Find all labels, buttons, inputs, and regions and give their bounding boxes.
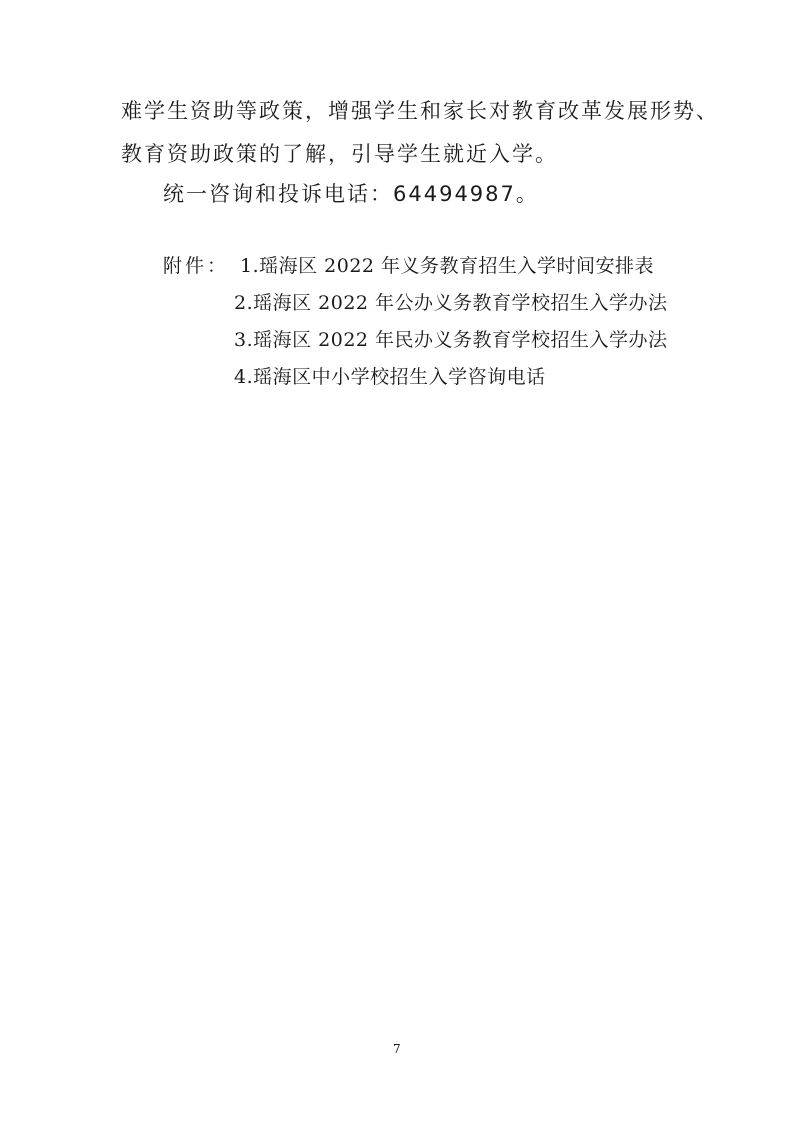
page-number: 7 bbox=[393, 1042, 401, 1056]
paragraph-line: 教育资助政策的了解，引导学生就近入学。 bbox=[121, 142, 558, 166]
attachment-item: 3.瑶海区 2022 年民办义务教育学校招生入学办法 bbox=[234, 329, 668, 351]
contact-phone-line: 统一咨询和投诉电话：64494987。 bbox=[163, 182, 539, 206]
attachments-label: 附件： bbox=[163, 255, 230, 277]
attachment-item: 1.瑶海区 2022 年义务教育招生入学时间安排表 bbox=[240, 255, 655, 277]
paragraph-line: 难学生资助等政策，增强学生和家长对教育改革发展形势、 bbox=[121, 99, 719, 123]
attachment-item: 2.瑶海区 2022 年公办义务教育学校招生入学办法 bbox=[234, 292, 668, 314]
attachment-item: 4.瑶海区中小学校招生入学咨询电话 bbox=[234, 366, 546, 388]
